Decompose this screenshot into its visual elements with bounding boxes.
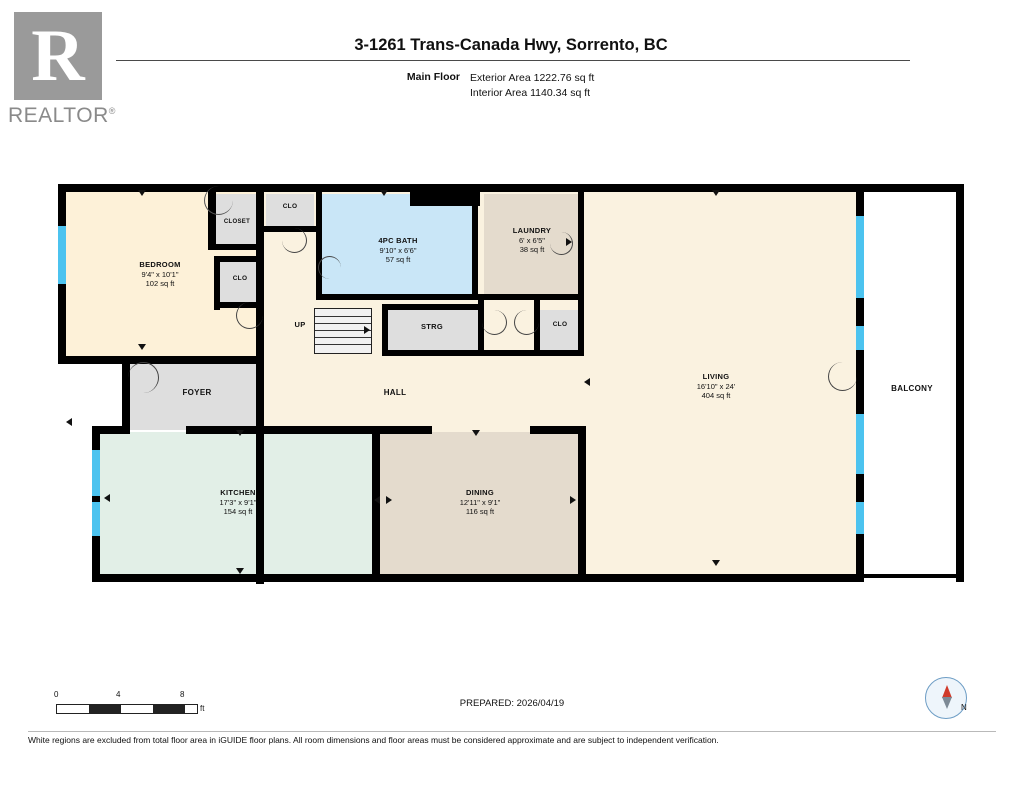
wall-balcony-right bbox=[956, 184, 964, 582]
door-clo-right bbox=[514, 310, 539, 335]
room-label-hall: HALL bbox=[383, 388, 407, 397]
room-label-living: LIVING 16'10" x 24' 404 sq ft bbox=[696, 372, 736, 400]
compass-icon bbox=[925, 677, 969, 721]
wall-seg-right-3 bbox=[856, 350, 864, 414]
wall-seg-right-4 bbox=[856, 474, 864, 502]
door-clo-top bbox=[282, 228, 307, 253]
scale-unit: ft bbox=[200, 704, 205, 713]
wall-foyer-left bbox=[122, 356, 130, 432]
room-label-closet: CLOSET bbox=[223, 219, 251, 225]
room-label-kitchen: KITCHEN 17'3" x 9'1" 154 sq ft bbox=[219, 488, 257, 516]
wall-dining-right bbox=[578, 426, 586, 582]
view-arrow-dining-right bbox=[386, 496, 392, 504]
floor-plan bbox=[0, 150, 1024, 620]
view-arrow-living-bottom bbox=[712, 560, 720, 566]
realtor-wordmark bbox=[8, 104, 138, 128]
wall-laundry-bottom bbox=[478, 294, 584, 300]
view-arrow-kitchen-top bbox=[236, 430, 244, 436]
view-arrow-hall bbox=[584, 378, 590, 386]
scale-tick-8: 8 bbox=[180, 690, 185, 699]
view-arrow-living-top bbox=[712, 190, 720, 196]
realtor-logo-letter: R bbox=[31, 15, 85, 97]
disclaimer-text: White regions are excluded from total floor area in iGUIDE floor plans. All room dimensions and floor areas must be considered approximate and are subject to independent verification. bbox=[28, 735, 719, 745]
view-arrow-dining-left bbox=[374, 496, 380, 504]
wall-bath-left bbox=[316, 184, 322, 300]
room-clo-right-fill bbox=[540, 310, 580, 354]
room-label-bedroom: BEDROOM 9'4" x 10'1" 102 sq ft bbox=[139, 260, 181, 288]
view-arrow-bath bbox=[380, 190, 388, 196]
wall-bedroom-bottom bbox=[58, 356, 262, 364]
wall-clo-right-bottom bbox=[478, 350, 584, 356]
exterior-area-text: Exterior Area 1222.76 sq ft bbox=[470, 72, 595, 84]
room-label-balcony: BALCONY bbox=[891, 384, 933, 393]
door-closet-top bbox=[204, 186, 233, 215]
room-label-clo-right: CLO bbox=[552, 321, 568, 328]
view-arrow-bedroom-top bbox=[138, 190, 146, 196]
compass-south-needle bbox=[942, 697, 952, 709]
realtor-trademark-symbol: ® bbox=[108, 106, 116, 116]
footer-divider bbox=[28, 731, 996, 732]
wall-kitchen-dining bbox=[372, 426, 380, 582]
wall-top bbox=[58, 184, 964, 192]
view-arrow-kitchen-left bbox=[104, 494, 110, 502]
room-label-clo-top: CLO bbox=[282, 203, 298, 210]
room-label-bath: 4PC BATH 9'10" x 6'6" 57 sq ft bbox=[378, 236, 418, 264]
room-label-foyer: FOYER bbox=[182, 388, 212, 397]
floor-label: Main Floor bbox=[406, 71, 460, 83]
wall-balcony-bottom bbox=[856, 574, 964, 578]
compass-north-label: N bbox=[961, 703, 967, 712]
realtor-logo-block bbox=[14, 12, 102, 100]
window-living-right-1 bbox=[856, 216, 864, 298]
door-balcony bbox=[828, 362, 857, 391]
view-arrow-dining-far-right bbox=[570, 496, 576, 504]
window-kitchen-left-1 bbox=[92, 450, 100, 496]
wall-dining-top-left bbox=[378, 426, 432, 434]
window-kitchen-left-2 bbox=[92, 502, 100, 536]
area-summary bbox=[470, 71, 594, 101]
interior-area-text: Interior Area 1140.34 sq ft bbox=[470, 87, 591, 99]
room-storage-fill bbox=[386, 310, 478, 354]
title-divider bbox=[116, 60, 910, 61]
door-bath bbox=[318, 256, 341, 279]
view-arrow-bedroom-left bbox=[66, 418, 72, 426]
wall-seg-right-1 bbox=[856, 188, 864, 216]
room-label-laundry: LAUNDRY 6' x 6'5" 38 sq ft bbox=[512, 226, 552, 254]
page-title: 3-1261 Trans-Canada Hwy, Sorrento, BC bbox=[354, 36, 668, 54]
door-storage-right bbox=[482, 310, 507, 335]
window-bedroom-left bbox=[58, 226, 66, 284]
stair-direction-arrow bbox=[364, 326, 370, 334]
room-label-storage: STRG bbox=[420, 322, 444, 331]
window-living-right-3 bbox=[856, 414, 864, 474]
wall-kitchen-top bbox=[186, 426, 376, 434]
room-label-up: UP bbox=[294, 320, 306, 329]
wall-bath-nook bbox=[410, 184, 480, 206]
realtor-logo bbox=[8, 8, 138, 136]
wall-bottom bbox=[92, 574, 858, 582]
room-label-clo-left: CLO bbox=[232, 275, 248, 282]
view-arrow-bedroom-bottom bbox=[138, 344, 146, 350]
scale-tick-0: 0 bbox=[54, 690, 59, 699]
wall-bath-bottom bbox=[316, 294, 478, 300]
scale-tick-4: 4 bbox=[116, 690, 121, 699]
room-label-dining: DINING 12'11" x 9'1" 116 sq ft bbox=[459, 488, 501, 516]
door-bedroom bbox=[236, 302, 263, 329]
wall-storage-top bbox=[382, 304, 482, 310]
wall-storage-bottom bbox=[382, 350, 482, 356]
view-arrow-kitchen-bottom bbox=[236, 568, 244, 574]
window-living-right-2 bbox=[856, 326, 864, 350]
wall-seg-right-2 bbox=[856, 298, 864, 326]
window-living-right-4 bbox=[856, 502, 864, 534]
prepared-date: PREPARED: 2026/04/19 bbox=[459, 698, 565, 709]
wall-closet-bottom bbox=[208, 244, 262, 250]
realtor-wordmark-text: REALTOR bbox=[8, 104, 109, 127]
view-arrow-dining-top bbox=[472, 430, 480, 436]
